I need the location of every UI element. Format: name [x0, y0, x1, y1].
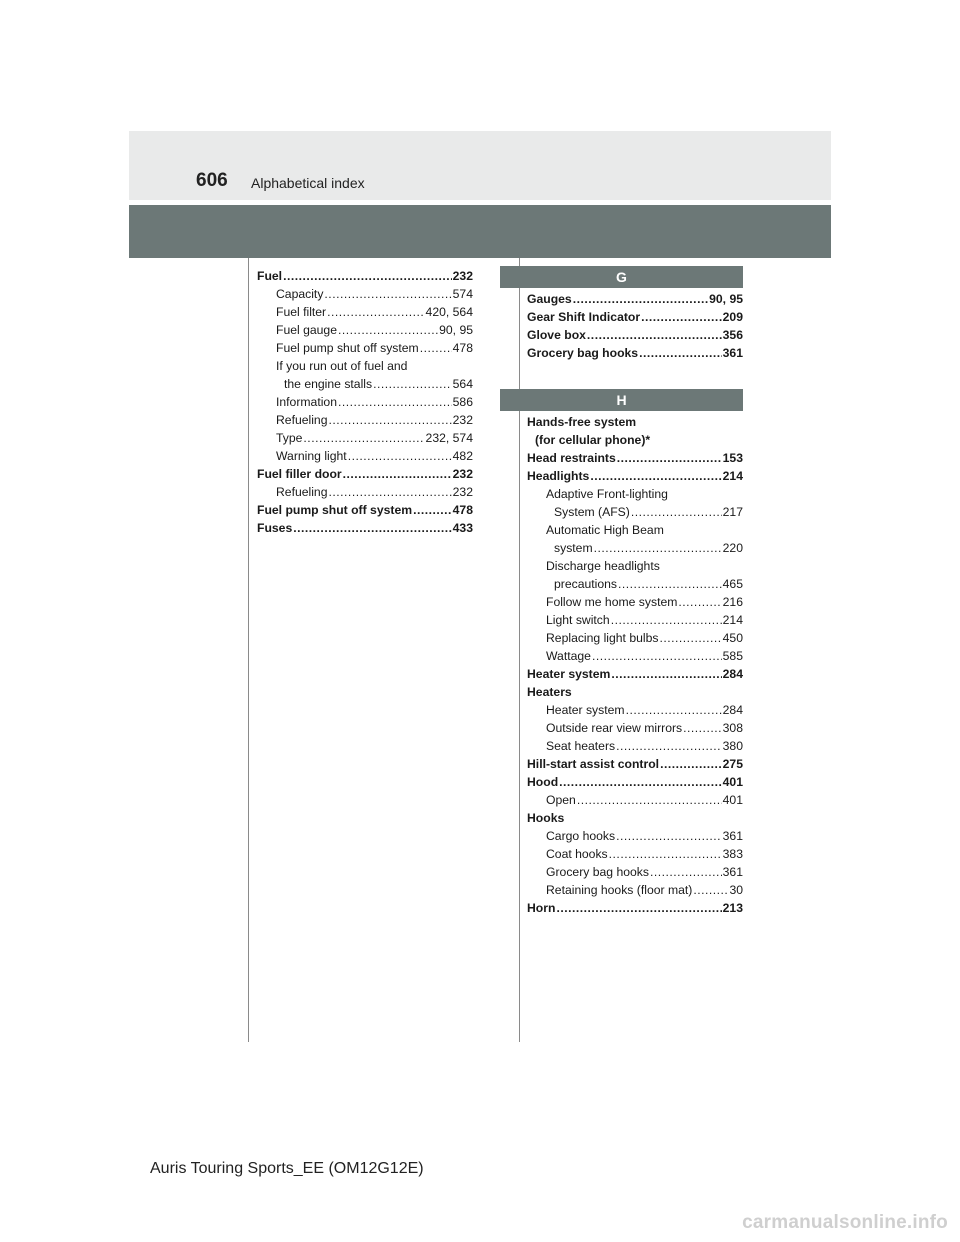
- dot-leader: [617, 449, 722, 467]
- index-entry-page: 585: [722, 649, 743, 663]
- index-entry-label: Fuel filler door: [257, 467, 342, 481]
- dot-leader: [660, 755, 722, 773]
- index-entry-label: Grocery bag hooks: [527, 346, 639, 360]
- section-gap: [527, 362, 743, 389]
- index-entry: [527, 557, 743, 575]
- index-entry-page: 361: [722, 829, 743, 843]
- index-entry: [257, 501, 473, 519]
- dot-leader: [413, 501, 452, 519]
- manual-title: Auris Touring Sports_EE (OM12G12E): [150, 1160, 424, 1177]
- index-entry-page: 90, 95: [439, 323, 473, 337]
- index-entry: [527, 737, 743, 755]
- index-entry-label: Type: [276, 431, 303, 445]
- index-entry: [527, 575, 743, 593]
- index-entry-label: Fuses: [257, 521, 293, 535]
- index-entry: [527, 629, 743, 647]
- index-entry-page: 401: [722, 775, 743, 789]
- dot-leader: [293, 519, 451, 537]
- dot-leader: [577, 791, 722, 809]
- left-column-rule: [248, 258, 249, 1042]
- index-entry-label: Refueling: [276, 485, 328, 499]
- index-entry-label: Adaptive Front-lighting: [546, 487, 668, 501]
- letter-heading: H: [500, 389, 743, 411]
- index-entry-label: Automatic High Beam: [546, 523, 664, 537]
- index-entry: [257, 447, 473, 465]
- dot-leader: [609, 845, 722, 863]
- dot-leader: [650, 863, 722, 881]
- index-entry-label: Refueling: [276, 413, 328, 427]
- dot-leader: [559, 773, 722, 791]
- dot-leader: [592, 647, 722, 665]
- index-entry: [527, 467, 743, 485]
- index-entry: [257, 393, 473, 411]
- index-entry-label: precautions: [554, 577, 618, 591]
- dot-leader: [594, 539, 722, 557]
- index-entry-label: Hill-start assist control: [527, 757, 660, 771]
- dot-leader: [348, 447, 452, 465]
- dot-leader: [556, 899, 721, 917]
- index-entry: [527, 881, 743, 899]
- index-entry-label: Retaining hooks (floor mat): [546, 883, 693, 897]
- header-band: [129, 131, 831, 200]
- index-entry-label: Coat hooks: [546, 847, 608, 861]
- index-entry-label: Fuel pump shut off system: [276, 341, 419, 355]
- index-entry: [527, 593, 743, 611]
- index-entry-page: 232: [452, 413, 473, 427]
- index-entry-page: 361: [722, 865, 743, 879]
- index-entry-page: 380: [722, 739, 743, 753]
- dot-leader: [618, 575, 722, 593]
- index-entry-label: (for cellular phone)*: [535, 433, 651, 447]
- dot-leader: [338, 321, 438, 339]
- dot-leader: [639, 344, 722, 362]
- section-banner: [129, 205, 831, 258]
- dot-leader: [324, 285, 451, 303]
- index-entry-label: Horn: [527, 901, 556, 915]
- index-entry-label: Wattage: [546, 649, 591, 663]
- index-entry-page: 284: [722, 667, 743, 681]
- index-entry-page: 586: [452, 395, 473, 409]
- index-entry-page: 232, 574: [425, 431, 473, 445]
- index-entry-page: 574: [452, 287, 473, 301]
- index-entry: [257, 375, 473, 393]
- index-entry-label: Heater system: [546, 703, 625, 717]
- index-entry: [527, 611, 743, 629]
- index-entry-label: Fuel filter: [276, 305, 327, 319]
- index-entry-label: the engine stalls: [284, 377, 373, 391]
- index-entry-page: 214: [722, 469, 743, 483]
- index-entry-page: 478: [452, 503, 473, 517]
- index-entry-page: 383: [722, 847, 743, 861]
- index-entry: [257, 303, 473, 321]
- index-entry-page: 90, 95: [709, 292, 743, 306]
- index-entry-label: Outside rear view mirrors: [546, 721, 683, 735]
- index-entry: [527, 791, 743, 809]
- dot-leader: [678, 593, 721, 611]
- index-entry-page: 216: [722, 595, 743, 609]
- index-entry-page: 356: [722, 328, 743, 342]
- dot-leader: [683, 719, 722, 737]
- dot-leader: [616, 737, 722, 755]
- index-entry-page: 482: [452, 449, 473, 463]
- dot-leader: [573, 290, 708, 308]
- index-entry-label: Open: [546, 793, 576, 807]
- index-entry-page: 220: [722, 541, 743, 555]
- index-entry-label: Warning light: [276, 449, 347, 463]
- section-title: Alphabetical index: [251, 175, 365, 191]
- index-entry-label: Headlights: [527, 469, 590, 483]
- index-entry: [527, 521, 743, 539]
- index-entry-label: Fuel pump shut off system: [257, 503, 413, 517]
- index-entry-label: Light switch: [546, 613, 610, 627]
- index-entry-page: 478: [452, 341, 473, 355]
- index-entry-page: 232: [452, 467, 473, 481]
- index-entry: [527, 431, 743, 449]
- index-entry: [257, 483, 473, 501]
- index-entry-page: 433: [452, 521, 473, 535]
- index-entry: [527, 683, 743, 701]
- index-entry-label: system: [554, 541, 593, 555]
- index-entry-page: 217: [722, 505, 743, 519]
- index-entry-label: Head restraints: [527, 451, 616, 465]
- index-entry: [257, 267, 473, 285]
- index-entry-label: Information: [276, 395, 337, 409]
- index-entry: [257, 339, 473, 357]
- index-entry: [527, 827, 743, 845]
- dot-leader: [420, 339, 452, 357]
- index-entry: [527, 290, 743, 308]
- index-entry: [257, 357, 473, 375]
- index-entry-page: 420, 564: [425, 305, 473, 319]
- dot-leader: [693, 881, 728, 899]
- dot-leader: [626, 701, 722, 719]
- index-entry-page: 401: [722, 793, 743, 807]
- index-entry: [527, 755, 743, 773]
- index-entry-page: 209: [722, 310, 743, 324]
- index-entry: [527, 665, 743, 683]
- index-entry-label: Seat heaters: [546, 739, 616, 753]
- index-entry-page: 275: [722, 757, 743, 771]
- index-entry-label: Hooks: [527, 811, 565, 825]
- index-entry: [527, 719, 743, 737]
- index-entry: [527, 863, 743, 881]
- dot-leader: [343, 465, 452, 483]
- index-entry-page: 213: [722, 901, 743, 915]
- index-entry-label: Fuel gauge: [276, 323, 337, 337]
- index-entry-page: 284: [722, 703, 743, 717]
- dot-leader: [327, 303, 424, 321]
- index-entry: [527, 413, 743, 431]
- dot-leader: [641, 308, 722, 326]
- page-number: 606: [196, 170, 228, 191]
- index-entry: [527, 701, 743, 719]
- index-entry: [527, 809, 743, 827]
- dot-leader: [587, 326, 722, 344]
- index-entry-page: 30: [729, 883, 743, 897]
- index-entry-label: Cargo hooks: [546, 829, 616, 843]
- index-entry: [527, 773, 743, 791]
- dot-leader: [303, 429, 424, 447]
- index-entry-label: System (AFS): [554, 505, 630, 519]
- index-entry-label: Follow me home system: [546, 595, 678, 609]
- index-entry-page: 153: [722, 451, 743, 465]
- index-entry-label: Gear Shift Indicator: [527, 310, 641, 324]
- index-entry: [527, 899, 743, 917]
- index-entry: [527, 308, 743, 326]
- index-column-left: [257, 267, 473, 537]
- index-entry-page: 361: [722, 346, 743, 360]
- index-entry-label: Capacity: [276, 287, 324, 301]
- index-entry: [257, 321, 473, 339]
- right-column-rule: [519, 258, 520, 1042]
- index-entry-label: Gauges: [527, 292, 572, 306]
- index-column-right: [527, 266, 743, 917]
- dot-leader: [283, 267, 452, 285]
- index-entry: [527, 845, 743, 863]
- index-entry-label: Hood: [527, 775, 559, 789]
- index-entry-page: 564: [452, 377, 473, 391]
- index-entry-label: Replacing light bulbs: [546, 631, 659, 645]
- dot-leader: [631, 503, 722, 521]
- index-entry-page: 232: [452, 269, 473, 283]
- index-entry: [257, 465, 473, 483]
- dot-leader: [338, 393, 452, 411]
- letter-heading: G: [500, 266, 743, 288]
- dot-leader: [616, 827, 722, 845]
- index-entry-page: 308: [722, 721, 743, 735]
- index-entry-label: Hands-free system: [527, 415, 637, 429]
- index-entry-label: Grocery bag hooks: [546, 865, 649, 879]
- index-entry: [527, 539, 743, 557]
- dot-leader: [373, 375, 452, 393]
- index-entry: [527, 344, 743, 362]
- index-entry: [527, 647, 743, 665]
- index-entry: [527, 485, 743, 503]
- index-entry-page: 214: [722, 613, 743, 627]
- index-entry: [527, 326, 743, 344]
- dot-leader: [659, 629, 721, 647]
- index-entry-page: 465: [722, 577, 743, 591]
- watermark: carmanualsonline.info: [742, 1212, 948, 1233]
- index-entry: [527, 503, 743, 521]
- dot-leader: [329, 411, 452, 429]
- index-entry: [257, 285, 473, 303]
- dot-leader: [329, 483, 452, 501]
- index-entry: [527, 449, 743, 467]
- index-entry: [257, 411, 473, 429]
- index-entry-page: 450: [722, 631, 743, 645]
- index-entry-label: Glove box: [527, 328, 586, 342]
- dot-leader: [611, 665, 721, 683]
- dot-leader: [590, 467, 721, 485]
- index-entry-label: Heaters: [527, 685, 572, 699]
- index-entry: [257, 429, 473, 447]
- index-entry-label: Discharge headlights: [546, 559, 660, 573]
- index-entry: [257, 519, 473, 537]
- index-entry-label: Heater system: [527, 667, 611, 681]
- index-entry-label: Fuel: [257, 269, 283, 283]
- dot-leader: [611, 611, 722, 629]
- index-entry-label: If you run out of fuel and: [276, 359, 408, 373]
- index-entry-page: 232: [452, 485, 473, 499]
